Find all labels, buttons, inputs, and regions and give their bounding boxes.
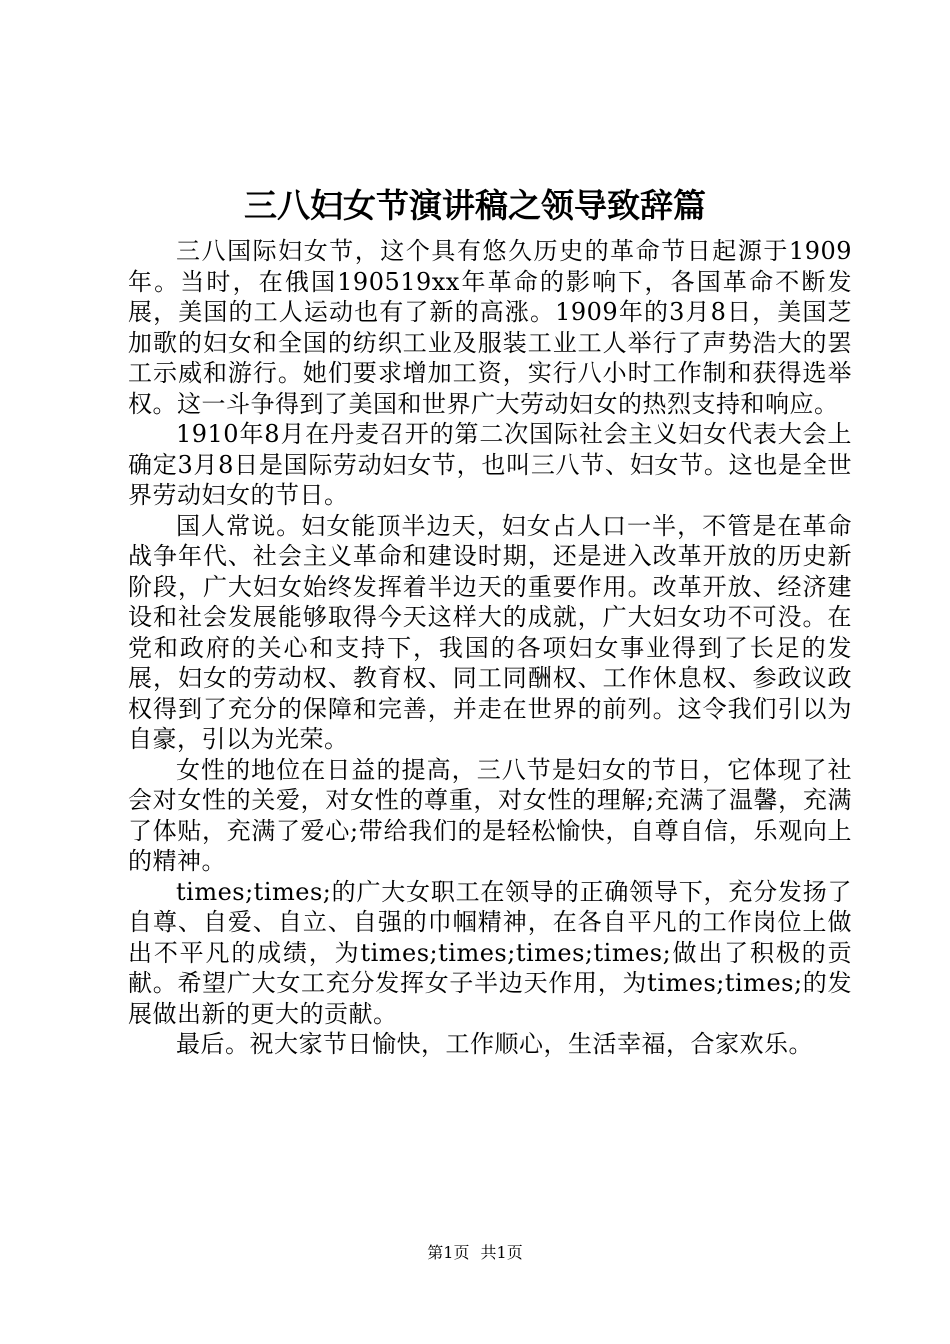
- paragraph-6: 最后。祝大家节日愉快，工作顺心，生活幸福，合家欢乐。: [176, 1030, 813, 1058]
- document-title: 三八妇女节演讲稿之领导致辞篇: [244, 186, 706, 225]
- document-body: [128, 236, 852, 1060]
- paragraph-2: 1910年8月在丹麦召开的第二次国际社会主义妇女代表大会上确定3月8日是国际劳动妇女节，也叫三八节、妇女节。这也是全世界劳动妇女的节日。: [128, 420, 852, 509]
- page-number: 第1页: [427, 1243, 470, 1262]
- paragraph-3: 国人常说。妇女能顶半边天，妇女占人口一半，不管是在革命战争年代、社会主义革命和建设时期，还是进入改革开放的历史新阶段，广大妇女始终发挥着半边天的重要作用。改革开放、经济建设和社会发展能够取得今天这样大的成就，广大妇女功不可没。在党和政府的关心和支持下，我国的各项妇女事业得到了长足的发展，妇女的劳动权、教育权、同工同酬权、工作休息权、参政议政权得到了充分的保障和完善，并走在世界的前列。这令我们引以为自豪，引以为光荣。: [128, 511, 852, 753]
- paragraph-1: 三八国际妇女节，这个具有悠久历史的革命节日起源于1909年。当时，在俄国190519xx年革命的影响下，各国革命不断发展，美国的工人运动也有了新的高涨。1909年的3月8日，美国芝加歌的妇女和全国的纺织工业及服装工业工人举行了声势浩大的罢工示威和游行。她们要求增加工资，实行八小时工作制和获得选举权。这一斗争得到了美国和世界广大劳动妇女的热烈支持和响应。: [128, 237, 852, 418]
- paragraph-5: times;times;的广大女职工在领导的正确领导下，充分发扬了自尊、自爱、自立、自强的巾帼精神，在各自平凡的工作岗位上做出不平凡的成绩，为times;times;times;times;做出了积极的贡献。希望广大女工充分发挥女子半边天作用，为times;times;的发展做出新的更大的贡献。: [128, 877, 852, 1028]
- page-total: 共1页: [480, 1243, 523, 1262]
- page-footer: [0, 1242, 950, 1264]
- paragraph-4: 女性的地位在日益的提高，三八节是妇女的节日，它体现了社会对女性的关爱，对女性的尊重，对女性的理解;充满了温馨，充满了体贴，充满了爱心;带给我们的是轻松愉快，自尊自信，乐观向上的精神。: [128, 755, 852, 875]
